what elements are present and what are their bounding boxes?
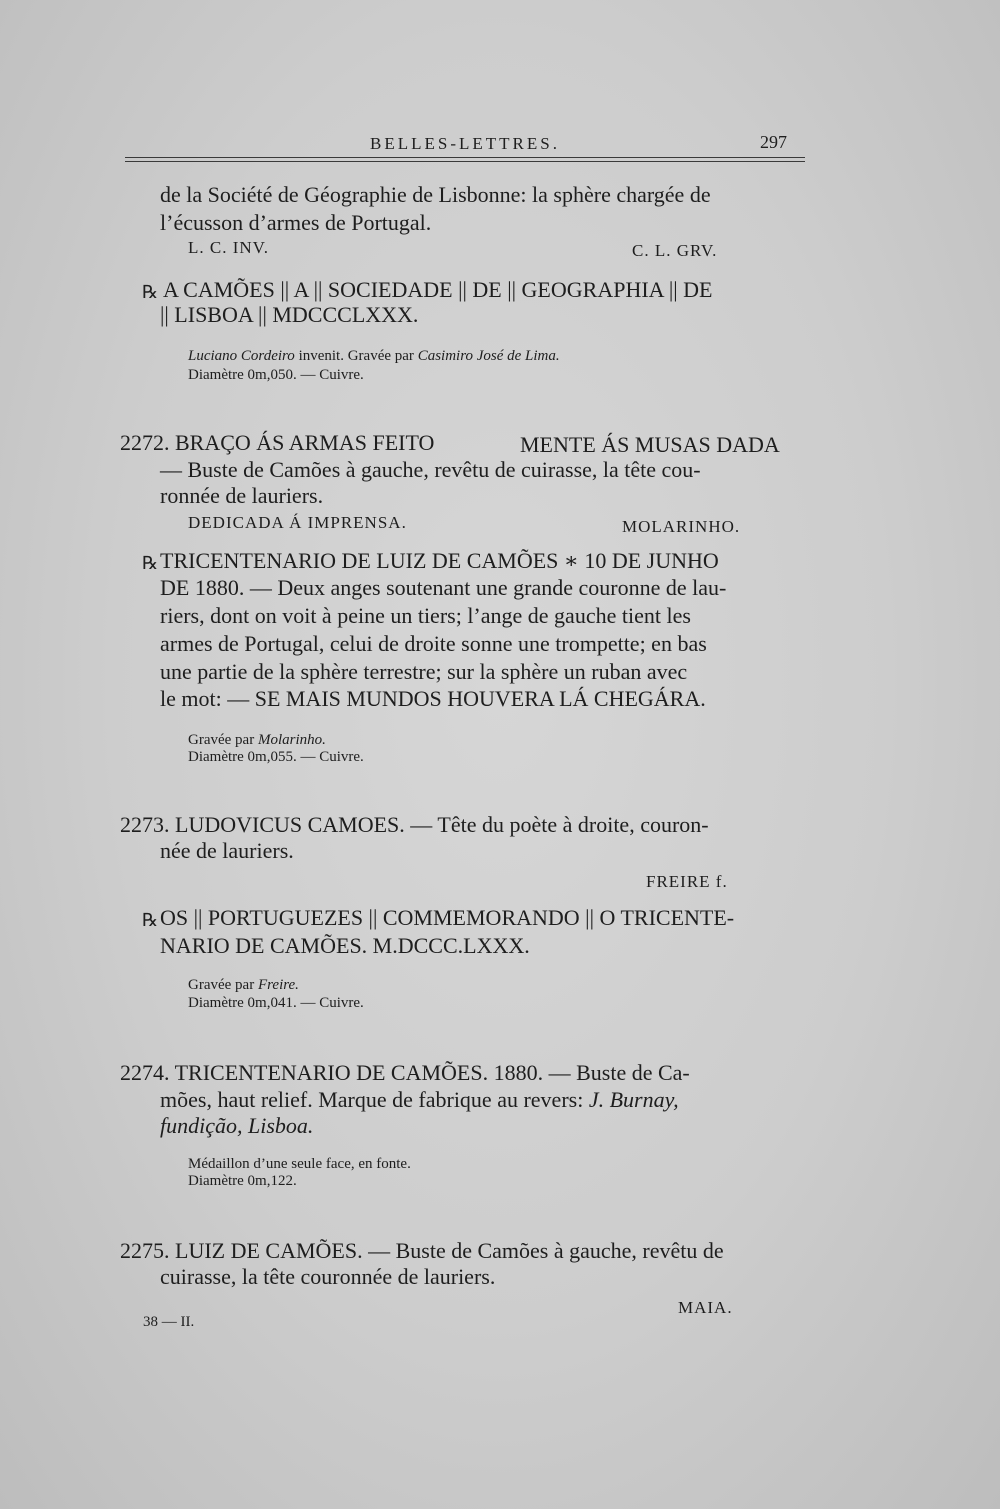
reverse-line: TRICENTENARIO DE LUIZ DE CAMÕES ∗ 10 DE JUNHO <box>160 548 719 573</box>
reverse-line: armes de Portugal, celui de droite sonne une trompette; en bas <box>160 631 707 656</box>
signature-right: MOLARINHO. <box>622 517 741 536</box>
entry-heading-continued: MENTE ÁS MUSAS DADA <box>520 432 780 457</box>
signature-left: DEDICADA Á IMPRENSA. <box>188 513 407 532</box>
header-rule-top <box>125 157 805 158</box>
reverse-symbol: ℞ <box>142 282 159 302</box>
note-engraver: Molarinho. <box>257 732 326 748</box>
signature-right: MAIA. <box>678 1298 733 1317</box>
reverse-line: || LISBOA || MDCCCLXXX. <box>160 302 419 327</box>
text-segment: mões, haut relief. Marque de fabrique au revers: <box>160 1087 589 1112</box>
note-engraver: Freire. <box>257 977 299 993</box>
reverse-symbol: ℞ <box>142 553 159 573</box>
reverse-line: le mot: — SE MAIS MUNDOS HOUVERA LÁ CHEGÁRA. <box>160 686 706 711</box>
text-line: née de lauriers. <box>160 838 294 863</box>
note-text: Gravée par <box>188 977 258 993</box>
entry-heading: 2273. LUDOVICUS CAMOES. — Tête du poète à droite, couron- <box>120 812 709 837</box>
text-line: l’écusson d’armes de Portugal. <box>160 210 432 235</box>
text-line <box>160 1087 679 1113</box>
header-rule-bottom <box>125 161 805 162</box>
page-number: 297 <box>760 132 787 152</box>
reverse-symbol: ℞ <box>142 910 159 930</box>
maker-mark-continued: fundição, Lisboa. <box>160 1113 314 1138</box>
note-line: Diamètre 0m,041. — Cuivre. <box>188 995 364 1011</box>
text-line: — Buste de Camões à gauche, revêtu de cuirasse, la tête cou- <box>160 457 701 482</box>
printer-signature-mark: 38 — II. <box>143 1314 195 1330</box>
note-line: Diamètre 0m,122. <box>188 1173 297 1189</box>
text-line: de la Société de Géographie de Lisbonne: la sphère chargée de <box>160 182 711 207</box>
reverse-line: riers, dont on voit à peine un tiers; l’ange de gauche tient les <box>160 603 691 628</box>
note-engraver: Casimiro José de Lima. <box>417 348 560 364</box>
note-line <box>188 731 326 749</box>
reverse-line: une partie de la sphère terrestre; sur la sphère un ruban avec <box>160 659 688 684</box>
note-line: Diamètre 0m,050. — Cuivre. <box>188 367 364 383</box>
signature-right: C. L. GRV. <box>632 241 718 260</box>
entry-heading: 2272. BRAÇO ÁS ARMAS FEITO <box>120 430 435 455</box>
note-line: Médaillon d’une seule face, en fonte. <box>188 1156 411 1172</box>
reverse-line: OS || PORTUGUEZES || COMMEMORANDO || O TRICENTE- <box>160 905 735 930</box>
text-line: cuirasse, la tête couronnée de lauriers. <box>160 1264 496 1289</box>
signature-right: FREIRE f. <box>646 872 728 891</box>
note-text: invenit. Gravée par <box>294 348 418 364</box>
note-author: Luciano Cordeiro <box>188 348 295 364</box>
note-line: Diamètre 0m,055. — Cuivre. <box>188 749 364 765</box>
note-text: Gravée par <box>188 732 258 748</box>
running-header: BELLES-LETTRES. <box>370 134 560 153</box>
reverse-line: A CAMÕES || A || SOCIEDADE || DE || GEOGRAPHIA || DE <box>163 277 713 302</box>
maker-mark: J. Burnay, <box>588 1087 679 1112</box>
note-line <box>188 976 299 994</box>
reverse-line: NARIO DE CAMÕES. M.DCCC.LXXX. <box>160 933 530 958</box>
reverse-line: DE 1880. — Deux anges soutenant une grande couronne de lau- <box>160 575 727 600</box>
entry-heading: 2274. TRICENTENARIO DE CAMÕES. 1880. — Buste de Ca- <box>120 1060 690 1085</box>
text-line: ronnée de lauriers. <box>160 483 324 508</box>
entry-heading: 2275. LUIZ DE CAMÕES. — Buste de Camões à gauche, revêtu de <box>120 1238 724 1263</box>
note-line <box>188 347 560 365</box>
signature-left: L. C. INV. <box>188 238 269 257</box>
